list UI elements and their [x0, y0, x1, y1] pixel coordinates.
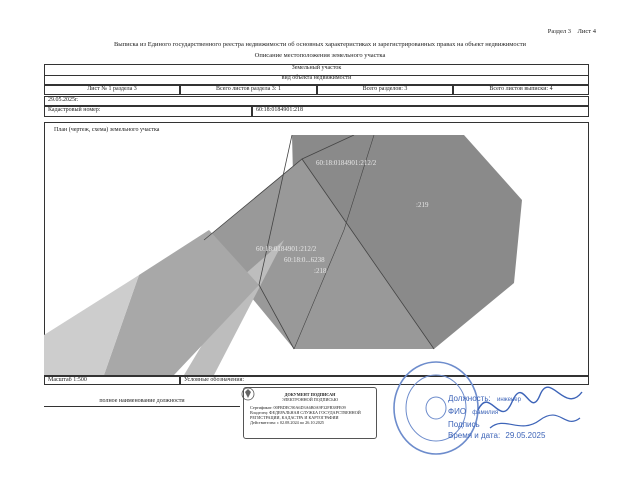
total-sheets-section-cell: [180, 85, 317, 95]
document-title: Выписка из Единого государственного реестра недвижимости об основных характеристиках и зарегистрированных правах на объект недвижимости: [113, 41, 527, 48]
position-value: инженер: [496, 397, 521, 403]
label-north: 60:18:0184901:212/2: [316, 159, 377, 167]
sign-label: Подпись: [448, 420, 480, 429]
total-sections-cell: [317, 85, 453, 95]
cadastral-number: 60:18:0184901:218: [256, 107, 304, 113]
stamp-cert: Сертификат: 00FBDEC90A6D3A6B0A9F32FB38FE09: [250, 405, 346, 410]
emblem-icon: [240, 386, 256, 402]
object-type-caption-cell: [44, 75, 589, 85]
section-number: Раздел 3: [547, 28, 571, 35]
scale-cell: [44, 376, 180, 385]
label-right-area: :219: [416, 201, 429, 209]
legend-label: Условные обозначения:: [184, 377, 245, 383]
label-left-a: 60:18:0184901:212/2: [256, 245, 317, 253]
plan-drawing: [44, 135, 589, 375]
total-sections: Всего разделов: 3: [362, 86, 408, 92]
position-caption-cell: [44, 398, 240, 407]
stamp-owner1: Владелец: ФЕДЕРАЛЬНАЯ СЛУЖБА ГОСУДАРСТВЕННОЙ: [250, 410, 361, 415]
sheet-no: Лист № 1 раздела 3: [87, 86, 137, 92]
stamp-valid: Действителен: с 02.08.2024 по 26.10.2025: [250, 420, 325, 425]
position-label: Должность:: [448, 394, 491, 403]
label-left-b: 60:18:0...6238: [284, 256, 325, 264]
date-label: Время и дата:: [448, 431, 501, 440]
date-cell: [44, 96, 589, 106]
stamp-line2: ЭЛЕКТРОННОЙ ПОДПИСЬЮ: [281, 397, 339, 402]
object-type: Земельный участок: [291, 65, 342, 71]
fio-value: фамилия: [472, 410, 499, 416]
sheet-header: [548, 28, 596, 35]
date-value: 29.05.2025: [505, 431, 546, 440]
cadastral-label: Кадастровый номер:: [48, 107, 101, 113]
fio-label: ФИО: [448, 407, 467, 416]
total-sheets-extract-cell: [453, 85, 589, 95]
plan-svg: [44, 135, 589, 375]
cadastral-value-cell: [252, 106, 589, 117]
sheet-number: Лист 4: [577, 28, 596, 35]
stamp-line1: ДОКУМЕНТ ПОДПИСАН: [284, 392, 336, 397]
handwritten-signature: [470, 380, 590, 440]
total-sheets-section: Всего листов раздела 3: 1: [216, 86, 281, 92]
stamp-owner2: РЕГИСТРАЦИИ, КАДАСТРА И КАРТОГРАФИИ: [250, 415, 339, 420]
cadastral-label-cell: [44, 106, 252, 117]
extract-date: 29.05.2025г.: [48, 97, 79, 103]
object-type-caption: вид объекта недвижимости: [281, 75, 352, 81]
document-subtitle: Описание местоположения земельного участка: [254, 52, 386, 59]
sheet-no-cell: [44, 85, 180, 95]
label-center: :218: [314, 267, 327, 275]
total-sheets-extract: Всего листов выписки: 4: [489, 86, 553, 92]
scale: Масштаб 1:500: [48, 377, 87, 383]
plan-caption: План (чертеж, схема) земельного участка: [54, 127, 160, 133]
e-signature-stamp: [243, 387, 377, 439]
position-caption: полное наименование должности: [99, 398, 185, 404]
